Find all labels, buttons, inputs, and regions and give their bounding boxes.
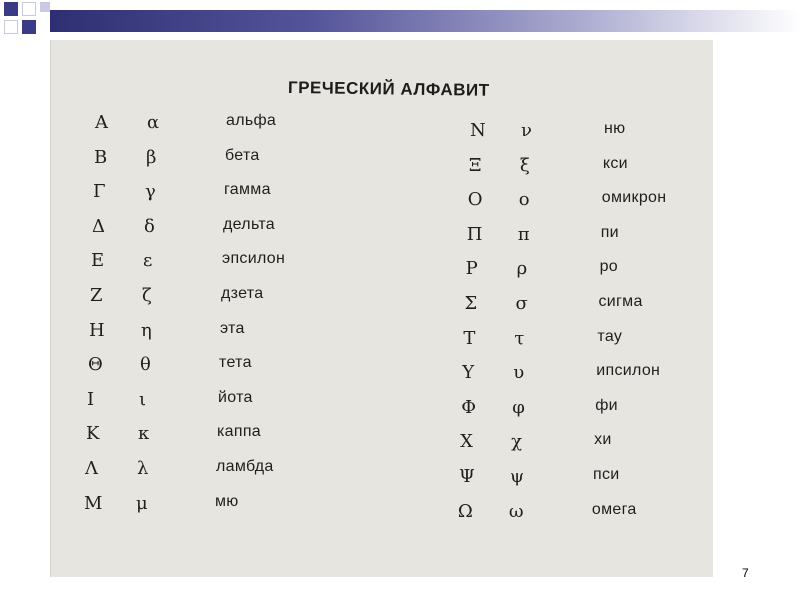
corner-square-icon xyxy=(40,2,50,12)
lowercase-letter: μ xyxy=(136,492,148,514)
uppercase-letter: Τ xyxy=(463,327,476,349)
page-number: 7 xyxy=(742,566,749,580)
lowercase-letter: ι xyxy=(139,388,147,410)
lowercase-letter: φ xyxy=(512,396,525,418)
letter-name: каппа xyxy=(217,423,261,441)
corner-square-icon xyxy=(4,2,18,16)
letter-name: бета xyxy=(225,146,260,164)
uppercase-letter: Π xyxy=(466,223,483,245)
uppercase-letter: Φ xyxy=(461,396,476,418)
letter-name: тау xyxy=(597,327,623,345)
letter-name: пи xyxy=(600,223,619,241)
uppercase-letter: Γ xyxy=(93,181,106,203)
lowercase-letter: η xyxy=(141,319,152,341)
letter-name: эта xyxy=(220,319,245,337)
uppercase-letter: Β xyxy=(94,146,108,168)
uppercase-letter: Κ xyxy=(86,423,100,445)
uppercase-letter: Χ xyxy=(460,431,473,453)
uppercase-letter: Α xyxy=(95,112,108,133)
lowercase-letter: χ xyxy=(511,431,523,453)
lowercase-letter: ψ xyxy=(510,466,525,487)
letter-name: мю xyxy=(215,492,239,510)
lowercase-letter: ε xyxy=(143,250,153,272)
uppercase-letter: Ψ xyxy=(459,466,475,487)
letter-name: ипсилон xyxy=(596,362,661,380)
lowercase-letter: ρ xyxy=(516,258,528,280)
letter-name: сигма xyxy=(598,293,643,310)
letter-name: омикрон xyxy=(601,189,667,207)
lowercase-letter: ν xyxy=(521,120,532,141)
letter-name: дзета xyxy=(221,285,264,302)
letter-name: альфа xyxy=(226,112,277,129)
uppercase-letter: Υ xyxy=(462,362,475,384)
uppercase-letter: Ο xyxy=(467,189,483,211)
lowercase-letter: υ xyxy=(513,362,525,384)
uppercase-letter: Ω xyxy=(457,500,473,522)
uppercase-letter: Η xyxy=(89,319,105,341)
uppercase-letter: Ρ xyxy=(465,258,478,280)
uppercase-letter: Ξ xyxy=(468,154,482,176)
lowercase-letter: ω xyxy=(508,500,524,522)
letter-name: дельта xyxy=(223,215,275,233)
uppercase-letter: Ε xyxy=(91,250,105,272)
letter-name: йота xyxy=(218,388,253,406)
lowercase-letter: β xyxy=(146,146,157,168)
lowercase-letter: τ xyxy=(514,327,525,349)
uppercase-letter: Δ xyxy=(92,215,105,237)
letter-name: фи xyxy=(595,396,618,414)
corner-square-icon xyxy=(22,20,36,34)
corner-square-icon xyxy=(4,20,18,34)
lowercase-letter: θ xyxy=(140,354,151,376)
letter-name: ню xyxy=(604,120,626,137)
page-title: ГРЕЧЕСКИЙ АЛФАВИТ xyxy=(287,78,490,100)
lowercase-letter: σ xyxy=(515,293,528,314)
lowercase-letter: α xyxy=(147,112,160,133)
lowercase-letter: ξ xyxy=(519,154,530,176)
letter-name: тета xyxy=(219,354,252,372)
uppercase-letter: Σ xyxy=(464,293,478,314)
header-gradient-bar xyxy=(50,10,800,32)
lowercase-letter: π xyxy=(517,223,530,245)
lowercase-letter: λ xyxy=(137,458,149,479)
letter-name: пси xyxy=(593,466,620,483)
corner-square-icon xyxy=(22,2,36,16)
uppercase-letter: Ζ xyxy=(90,285,103,306)
letter-name: ламбда xyxy=(216,458,274,475)
uppercase-letter: Ι xyxy=(87,388,95,410)
lowercase-letter: ζ xyxy=(142,285,152,306)
letter-name: хи xyxy=(594,431,612,449)
lowercase-letter: κ xyxy=(138,423,150,445)
letter-name: кси xyxy=(602,154,628,172)
lowercase-letter: δ xyxy=(144,215,155,237)
letter-name: эпсилон xyxy=(222,250,286,268)
lowercase-letter: ο xyxy=(518,189,530,211)
uppercase-letter: Λ xyxy=(85,458,98,479)
letter-name: ро xyxy=(599,258,618,276)
lowercase-letter: γ xyxy=(145,181,156,203)
uppercase-letter: Θ xyxy=(88,354,103,376)
letter-name: гамма xyxy=(224,181,271,199)
letter-name: омега xyxy=(591,500,637,518)
uppercase-letter: Ν xyxy=(470,120,486,141)
header-decoration xyxy=(0,0,800,36)
uppercase-letter: Μ xyxy=(84,492,103,514)
